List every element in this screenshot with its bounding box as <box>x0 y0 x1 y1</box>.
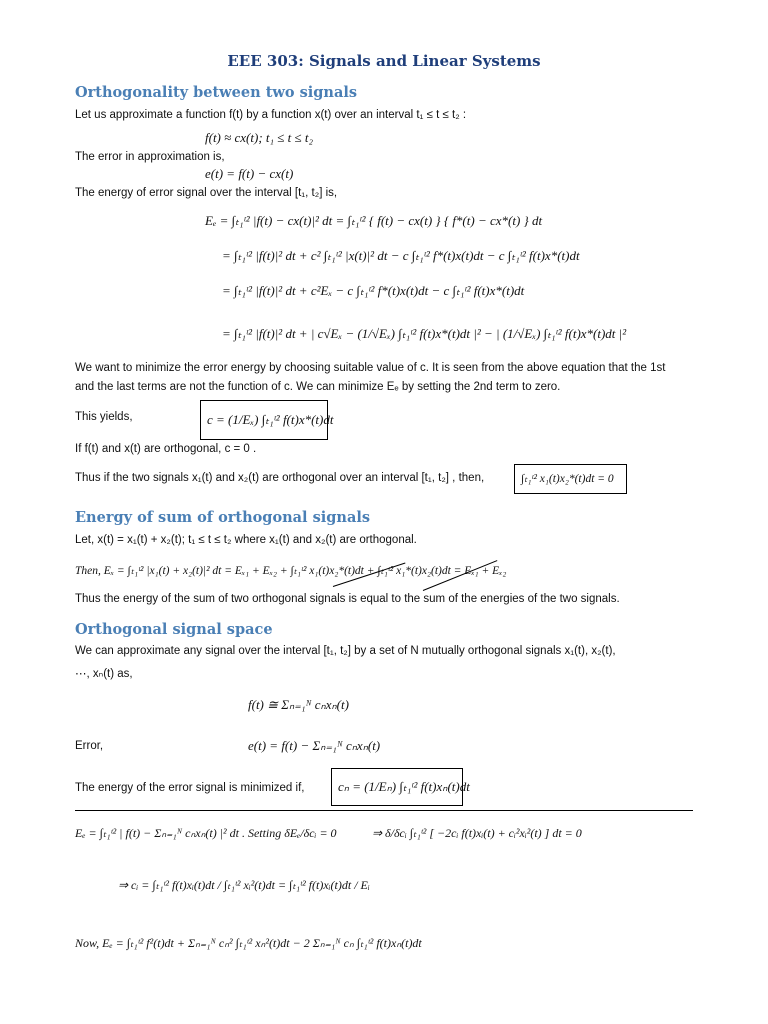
boxed-equation-orthogonal: ∫ₜ₁ᵗ² x₁(t)x₂*(t)dt = 0 <box>514 464 627 494</box>
equation-error-energy: Eₑ = ∫ₜ₁ᵗ² | f(t) − Σₙ₌₁ᴺ cₙxₙ(t) |² dt . Setting δEₑ/δcᵢ = 0 <box>75 826 337 840</box>
equation-energy-sum: Then, Eₓ = ∫ₜ₁ᵗ² |x₁(t) + x₂(t)|² dt = Eₓ₁ + Eₓ₂ + ∫ₜ₁ᵗ² x₁(t)x₂*(t)dt + ∫ₜ₁ᵗ² x₁*(t)x₂(t)dt = Eₓ₁ + Eₓ₂ <box>75 565 507 577</box>
minimize-text-line-1: We want to minimize the error energy by choosing suitable value of c. It is seen from the above equation that the 1st <box>75 362 666 374</box>
signal-space-intro-line-1: We can approximate any signal over the interval [t₁, t₂] by a set of N mutually orthogonal signals x₁(t), x₂(t), <box>75 645 616 657</box>
equation-derivative: ⇒ δ/δcᵢ ∫ₜ₁ᵗ² [ −2cᵢ f(t)xᵢ(t) + cᵢ²xᵢ²(t) ] dt = 0 <box>372 826 582 840</box>
orthogonal-condition-text: If f(t) and x(t) are orthogonal, c = 0 . <box>75 443 257 455</box>
minimized-label: The energy of the error signal is minimized if, <box>75 782 305 794</box>
equation-series-error: e(t) = f(t) − Σₙ₌₁ᴺ cₙxₙ(t) <box>248 738 381 753</box>
equation-energy-line-2: = ∫ₜ₁ᵗ² |f(t)|² dt + c² ∫ₜ₁ᵗ² |x(t)|² dt − c ∫ₜ₁ᵗ² f*(t)x(t)dt − c ∫ₜ₁ᵗ² f(t)x*(t)dt <box>222 248 580 263</box>
boxed-equation-c: c = (1/Eₓ) ∫ₜ₁ᵗ² f(t)x*(t)dt <box>200 400 328 440</box>
intro-text: Let us approximate a function f(t) by a function x(t) over an interval t₁ ≤ t ≤ t₂ : <box>75 109 467 121</box>
equation-series: f(t) ≅ Σₙ₌₁ᴺ cₙxₙ(t) <box>248 697 349 712</box>
equation-ci: ⇒ cᵢ = ∫ₜ₁ᵗ² f(t)xᵢ(t)dt / ∫ₜ₁ᵗ² xᵢ²(t)dt = ∫ₜ₁ᵗ² f(t)xᵢ(t)dt / Eᵢ <box>118 878 370 892</box>
section-heading-orthogonality: Orthogonality between two signals <box>75 84 358 101</box>
error-label: Error, <box>75 740 104 752</box>
energy-intro-text: The energy of error signal over the interval [t₁, t₂] is, <box>75 187 338 199</box>
equation-approximation: f(t) ≈ cx(t); t₁ ≤ t ≤ t₂ <box>205 130 314 145</box>
equation-now: Now, Eₑ = ∫ₜ₁ᵗ² f²(t)dt + Σₙ₌₁ᴺ cₙ² ∫ₜ₁ᵗ² xₙ²(t)dt − 2 Σₙ₌₁ᴺ cₙ ∫ₜ₁ᵗ² f(t)xₙ(t)dt <box>75 936 422 950</box>
signal-space-intro-line-2: ⋯, xₙ(t) as, <box>75 668 133 680</box>
equation-energy-line-4: = ∫ₜ₁ᵗ² |f(t)|² dt + | c√Eₓ − (1/√Eₓ) ∫ₜ₁ᵗ² f(t)x*(t)dt |² − | (1/√Eₓ) ∫ₜ₁ᵗ² f(t)x*(t)dt |² <box>222 326 627 341</box>
yields-label: This yields, <box>75 411 133 423</box>
minimize-text-line-2: and the last terms are not the function of c. We can minimize Eₑ by setting the 2nd term to zero. <box>75 381 561 393</box>
section-heading-signal-space: Orthogonal signal space <box>75 621 273 638</box>
error-intro-text: The error in approximation is, <box>75 151 225 163</box>
let-line: Let, x(t) = x₁(t) + x₂(t); t₁ ≤ t ≤ t₂ where x₁(t) and x₂(t) are orthogonal. <box>75 534 417 546</box>
equation-error: e(t) = f(t) − cx(t) <box>205 166 294 181</box>
horizontal-divider <box>75 810 693 811</box>
equation-energy-line-3: = ∫ₜ₁ᵗ² |f(t)|² dt + c²Eₓ − c ∫ₜ₁ᵗ² f*(t)x(t)dt − c ∫ₜ₁ᵗ² f(t)x*(t)dt <box>222 283 525 298</box>
orthogonal-signals-text: Thus if the two signals x₁(t) and x₂(t) are orthogonal over an interval [t₁, t₂] , then, <box>75 472 485 484</box>
document-title: EEE 303: Signals and Linear Systems <box>227 52 541 70</box>
equation-energy-line-1: Eₑ = ∫ₜ₁ᵗ² |f(t) − cx(t)|² dt = ∫ₜ₁ᵗ² { f(t) − cx(t) } { f*(t) − cx*(t) } dt <box>205 213 543 228</box>
energy-sum-conclusion: Thus the energy of the sum of two orthogonal signals is equal to the sum of the energies of the two signals. <box>75 593 620 605</box>
section-heading-energy-sum: Energy of sum of orthogonal signals <box>75 509 371 526</box>
boxed-equation-cn: cₙ = (1/Eₙ) ∫ₜ₁ᵗ² f(t)xₙ(t)dt <box>331 768 463 806</box>
